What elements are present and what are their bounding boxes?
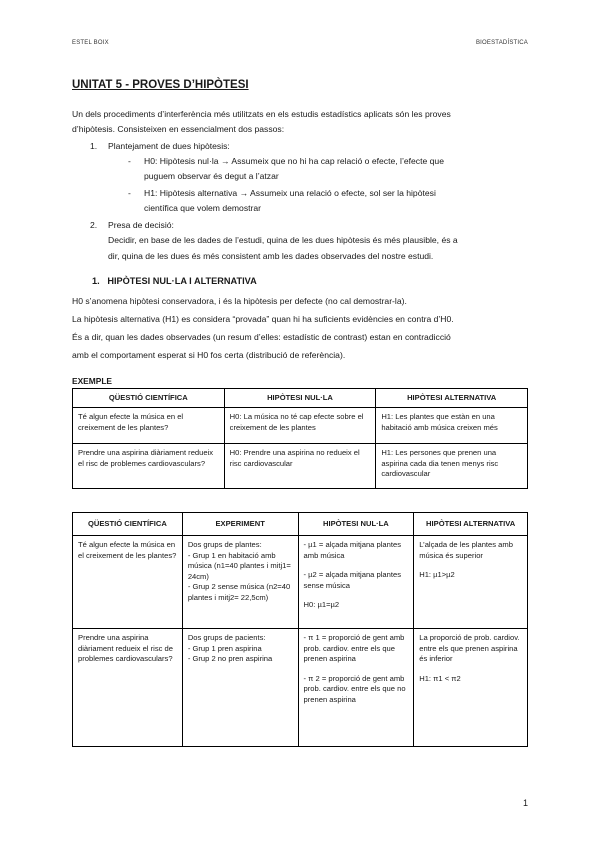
cell-line: La proporció de prob. cardiov. entre els que prenen aspirina és inferior bbox=[419, 633, 520, 663]
cell-line: Dos grups de plantes: bbox=[187, 540, 262, 549]
cell-line: - Grup 1 pren aspirina bbox=[187, 643, 262, 653]
bullet-h1-dash: - bbox=[128, 188, 131, 198]
table-cell: Té algun efecte la música en el creixement de les plantes? bbox=[73, 408, 225, 444]
cell-line: - Grup 2 no pren aspirina bbox=[187, 654, 273, 663]
table-row bbox=[73, 408, 528, 444]
table-cell bbox=[414, 536, 528, 629]
table-cell: H1: Les persones que prenen una aspirina cada dia tenen menys risc cardiovascular bbox=[376, 444, 528, 489]
table-cell: H1: Les plantes que estàn en una habitació amb música creixen més bbox=[376, 408, 528, 444]
table-header: HIPÒTESI NUL·LA bbox=[298, 513, 414, 536]
section-paragraph: H0 s’anomena hipòtesi conservadora, i és la hipòtesis per defecte (no cal demostrar-la). La hipòtesis alternativa (H1) es considera “provada” quan hi ha suficients evidències en contra d’H0. És a dir, quan les dades observades (un resum d’elles: estadístic de contrast) estan en contradicció amb el comportament esperat si H0 fos certa (distribució de referència). bbox=[72, 296, 454, 360]
step-1-number: 1. bbox=[90, 141, 98, 151]
table-cell: Té algun efecte la música en el creixement de les plantes? bbox=[73, 536, 183, 629]
intro-paragraph: Un dels procediments d’interferència més utilitzats en els estudis estadístics aplicats són les proves d’hipòtesis. Consisteixen en essencialment dos passos: bbox=[72, 109, 451, 134]
bullet-h0: H0: Hipòtesis nul·la → Assumeix que no hi ha cap relació o efecte, l’efecte que puguem observar és degut a l’atzar bbox=[144, 156, 444, 181]
table-cell bbox=[414, 629, 528, 747]
bullet-h1: H1: Hipòtesis alternativa → Assumeix una relació o efecte, sol ser la hipòtesi científica que volem demostrar bbox=[144, 188, 436, 213]
cell-line: - Grup 2 sense música (n2=40 plantes i mitj2= 22,5cm) bbox=[187, 582, 291, 602]
step-2-number: 2. bbox=[90, 220, 98, 230]
cell-line: Dos grups de pacients: bbox=[187, 633, 266, 642]
table-row bbox=[73, 629, 528, 747]
table-cell: H0: La música no té cap efecte sobre el creixement de les plantes bbox=[224, 408, 376, 444]
table-header: QÜESTIÓ CIENTÍFICA bbox=[73, 389, 225, 408]
cell-line: - π 1 = proporció de gent amb prob. cardiov. entre els que prenen aspirina bbox=[303, 633, 405, 663]
bullet-h0-dash: - bbox=[128, 156, 131, 166]
table-header: HIPÒTESI NUL·LA bbox=[224, 389, 376, 408]
header-author: ESTEL BOIX bbox=[72, 40, 109, 46]
cell-line: H1: π1 < π2 bbox=[419, 673, 461, 683]
hypothesis-table bbox=[72, 388, 528, 489]
table-header-row bbox=[73, 389, 528, 408]
table-header: EXPERIMENT bbox=[182, 513, 298, 536]
table-cell: Prendre una aspirina diàriament redueix el risc de problemes cardiovasculars? bbox=[73, 444, 225, 489]
cell-line: H1: µ1>µ2 bbox=[419, 570, 455, 579]
cell-line: L’alçada de les plantes amb música és superior bbox=[419, 540, 513, 560]
table-header: QÜESTIÓ CIENTÍFICA bbox=[73, 513, 183, 536]
table-header: HIPÒTESI ALTERNATIVA bbox=[414, 513, 528, 536]
page-title: UNITAT 5 - PROVES D’HIPÒTESI bbox=[72, 79, 249, 91]
table-cell bbox=[298, 536, 414, 629]
table-cell bbox=[298, 629, 414, 747]
table-row bbox=[73, 536, 528, 629]
cell-line: - µ1 = alçada mitjana plantes amb música bbox=[303, 540, 402, 560]
example-label: EXEMPLE bbox=[72, 376, 113, 386]
table-cell bbox=[182, 629, 298, 747]
table-cell: Prendre una aspirina diàriament redueix el risc de problemes cardiovasculars? bbox=[73, 629, 183, 747]
table-row bbox=[73, 444, 528, 489]
decision-paragraph: Decidir, en base de les dades de l’estudi, quina de les dues hipòtesis és més plausible, és a dir, quina de les dues és més consistent amb les dades observades del nostre estudi. bbox=[108, 235, 458, 261]
table-header-row bbox=[73, 513, 528, 536]
cell-line: - Grup 1 en habitació amb música (n1=40 plantes i mitj1= 24cm) bbox=[187, 550, 291, 581]
table-header: HIPÒTESI ALTERNATIVA bbox=[376, 389, 528, 408]
header-subject: BIOESTADÍSTICA bbox=[475, 40, 528, 46]
step-1-text: Plantejament de dues hipòtesis: bbox=[108, 141, 230, 151]
cell-line: - π 2 = proporció de gent amb prob. cardiov. entre els que no prenen aspirina bbox=[303, 673, 406, 704]
experiment-table bbox=[72, 512, 528, 747]
step-2-text: Presa de decisió: bbox=[108, 220, 174, 230]
page-number: 1 bbox=[522, 798, 528, 808]
table-cell: H0: Prendre una aspirina no redueix el risc cardiovascular bbox=[224, 444, 376, 489]
section-heading: 1. HIPÒTESI NUL·LA I ALTERNATIVA bbox=[92, 276, 257, 286]
cell-line: H0: µ1=µ2 bbox=[303, 600, 340, 609]
cell-line: - µ2 = alçada mitjana plantes sense música bbox=[303, 570, 402, 590]
table-cell bbox=[182, 536, 298, 629]
